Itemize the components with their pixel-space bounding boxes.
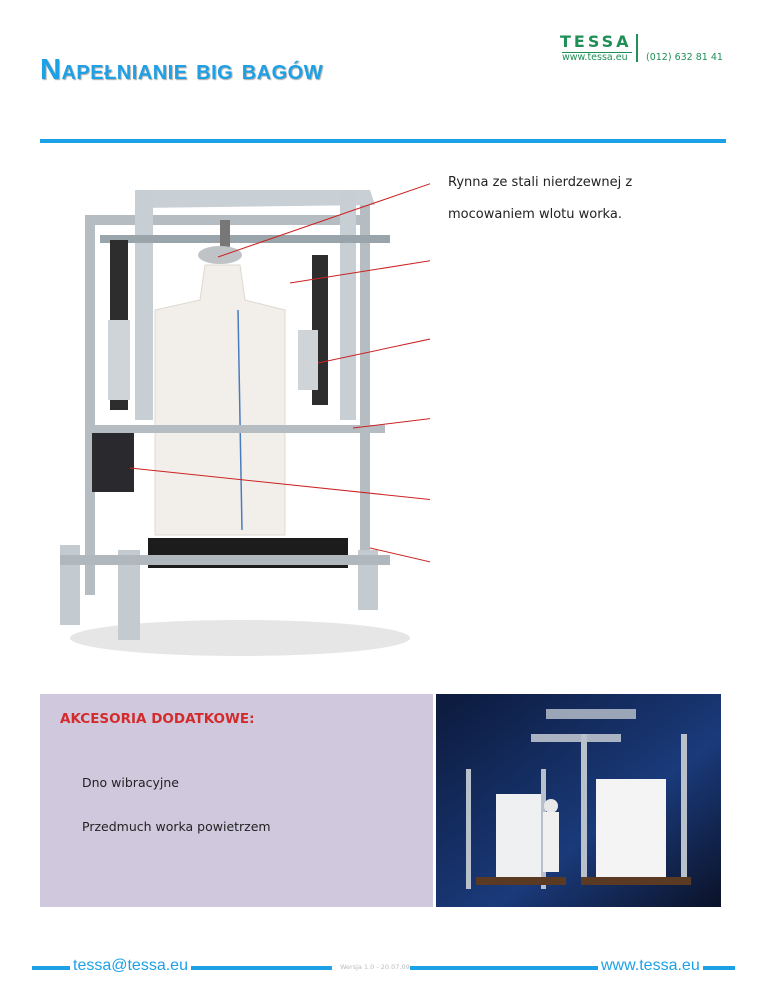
- footer-email[interactable]: tessa@tessa.eu: [70, 957, 191, 975]
- callout-text-line-1: Rynna ze stali nierdzewnej z: [448, 175, 633, 190]
- logo-divider: [636, 34, 638, 62]
- header-phone: (012) 632 81 41: [646, 52, 723, 63]
- logo-text: TESSA: [560, 32, 632, 51]
- accessory-item: Dno wibracyjne: [82, 775, 179, 790]
- page-title: Napełnianie big bagów: [40, 54, 324, 86]
- twin-filling-station-photo: [436, 694, 721, 907]
- footer-version: Wersja 1.0 - 20.07.09: [340, 963, 410, 971]
- accessory-item: Przedmuch worka powietrzem: [82, 819, 271, 834]
- accessories-title: AKCESORIA DODATKOWE:: [60, 711, 255, 727]
- callout-text-line-2: mocowaniem wlotu worka.: [448, 207, 622, 222]
- header-website[interactable]: www.tessa.eu: [562, 52, 628, 63]
- footer-website[interactable]: www.tessa.eu: [598, 957, 703, 975]
- big-bag-filling-machine-photo: [40, 160, 430, 680]
- header-rule: [40, 139, 726, 143]
- tessa-logo: [560, 32, 632, 51]
